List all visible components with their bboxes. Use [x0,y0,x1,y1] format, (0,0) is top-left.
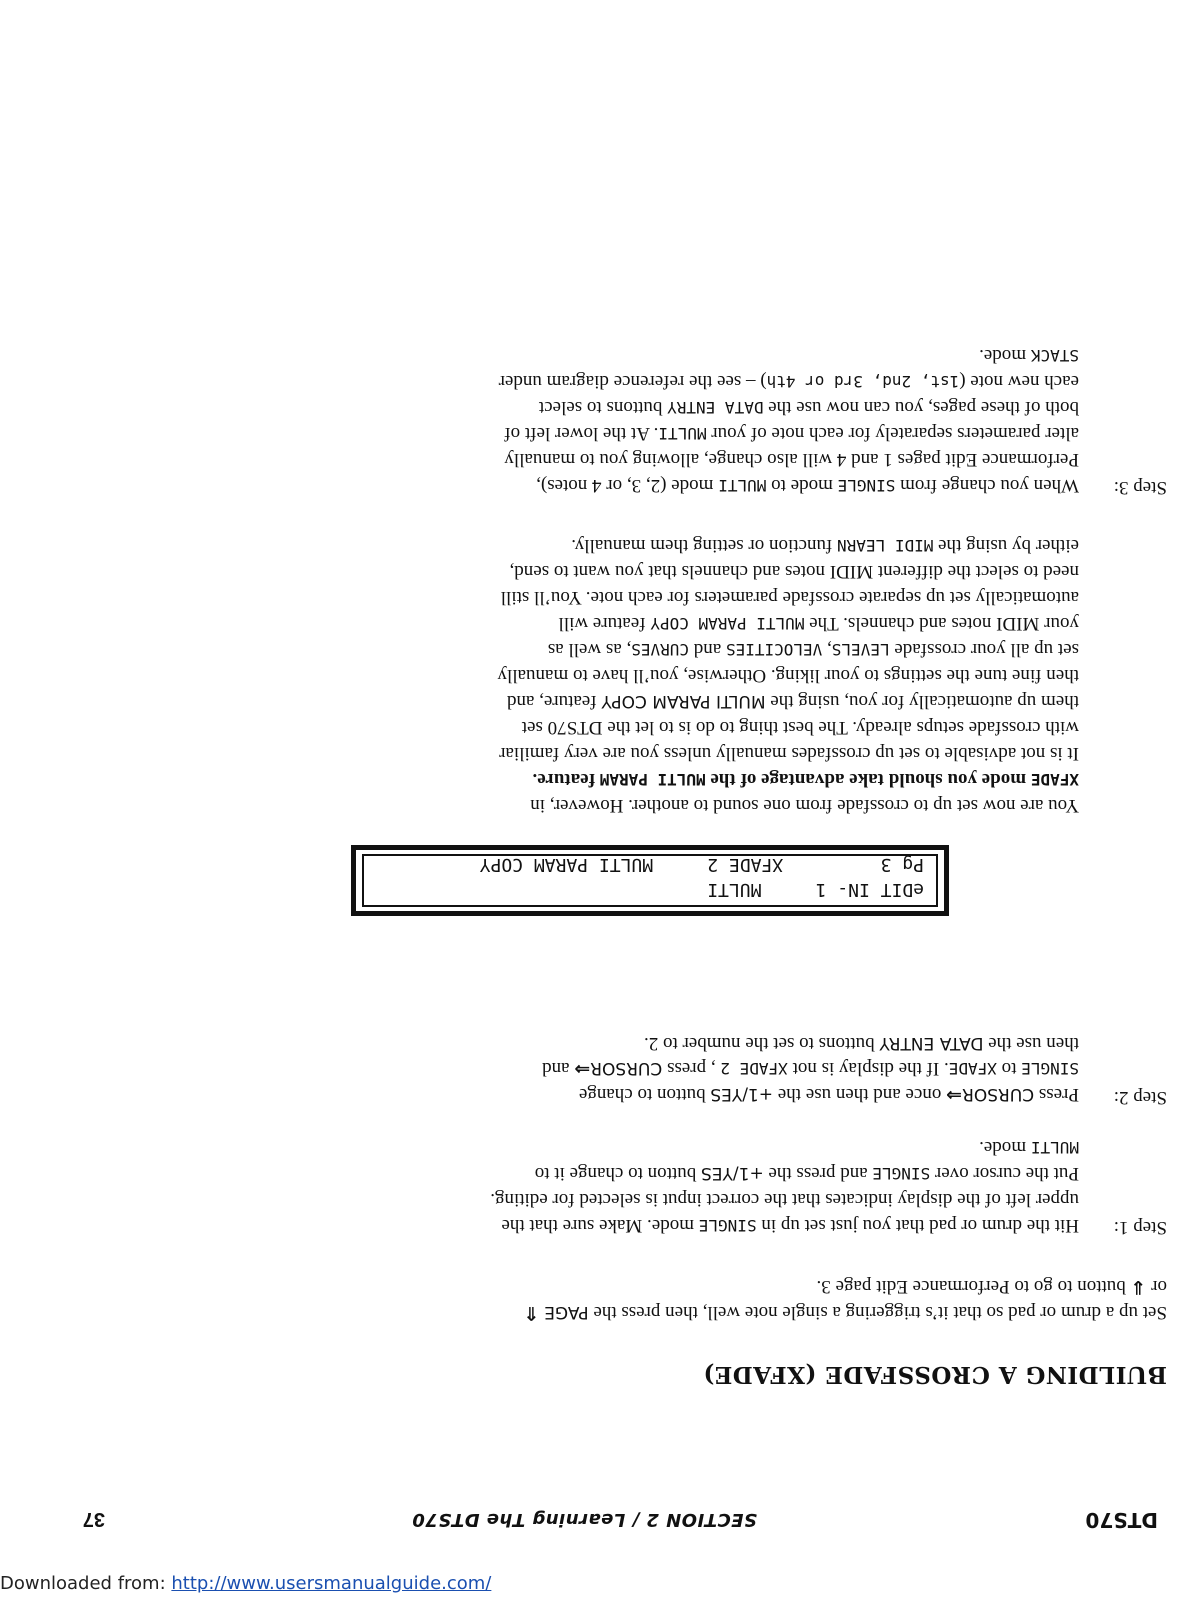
text: Press [1034,1084,1079,1105]
text: once and then use the [773,1084,947,1105]
text: button to change [578,1084,711,1105]
text: them up automatically for you, using the [765,691,1079,712]
para-line [498,662,1080,688]
text: . If the display is not [787,1058,949,1079]
mode-name: XFADE [1030,770,1079,789]
para-line [498,792,1080,818]
text: mode. [979,345,1031,366]
text: button to change it to [534,1163,701,1184]
para-line [498,610,1080,636]
mode-name: MULTI [718,476,767,495]
para-line [498,688,1080,714]
text: alter parameters separately for each note of your [706,423,1079,444]
text: buttons to set the number to 2. [643,1033,880,1054]
step-line [542,1082,1079,1108]
page-button-label: PAGE [544,1302,589,1322]
text: each new note ( [959,371,1079,392]
para-line [498,714,1080,740]
footer-link[interactable]: http://www.usersmanualguide.com/ [171,1573,492,1594]
param-name: VELOCITIES [725,640,823,659]
mode-name: XFADE [948,1059,997,1078]
mode-name: SINGLE [837,476,896,495]
download-footer [0,1573,491,1594]
para-line [498,532,1080,558]
intro-line [524,1274,1167,1300]
text: button to go to Performance Edit page 3. [816,1276,1131,1297]
step-line [542,1030,1079,1056]
para-line [498,740,1080,766]
feature-name: MULTI PARAM COPY [601,691,766,711]
step-line [499,342,1079,368]
param-name: LEVELS [831,640,890,659]
text: to [996,1058,1022,1079]
text: and [542,1058,575,1079]
intro-paragraph [524,1274,1167,1326]
step-line [499,472,1079,498]
text: and press the [763,1163,873,1184]
text: , as well as [547,639,632,660]
lcd-display [351,845,949,916]
text: need to select the different MIDI notes and channels that you want to send, [509,561,1079,582]
mode-name: SINGLE [698,1216,757,1235]
footer-prefix: Downloaded from: [0,1573,172,1594]
right-arrow-icon: ⇒ [946,1084,963,1106]
step-3-paragraph [499,342,1079,498]
xfade-paragraph [498,532,1080,818]
text: , [822,639,832,660]
step-line [490,1160,1079,1186]
button-name: CURSOR [962,1084,1035,1104]
button-name: CURSOR [590,1058,663,1078]
feature-name: MULTI PARAM COPY [650,614,805,633]
text: mode you should take advantage of the [705,769,1031,790]
text: feature will [558,613,651,634]
lcd-inner-frame [362,854,938,907]
text: Set up a drum or pad so that it’s triggering a single note well, then press the [588,1302,1167,1323]
step-3-label: Step 3: [1113,477,1167,498]
function-name: MIDI LEARN [837,536,934,555]
text: feature, and [506,691,602,712]
mode-name: MULTI [1030,1138,1079,1157]
step-line [490,1186,1079,1212]
text: mode (2, 3, or 4 notes), [536,475,719,496]
step-2-label: Step 2: [1113,1087,1167,1108]
para-line [498,558,1080,584]
button-name: +1/YES [710,1084,774,1104]
page-title: BUILDING A CROSSFADE (XFADE) [702,1361,1167,1388]
feature-name: MULTI PARAM [599,770,706,789]
mode-name: SINGLE [1021,1059,1079,1078]
text: ) – see the reference diagram under [498,371,767,392]
intro-line [524,1300,1167,1326]
step-line [490,1212,1079,1238]
text: Put the cursor over [930,1163,1079,1184]
note-list: 1st, 2nd, 3rd or 4th [766,372,960,391]
text: or [1146,1276,1167,1297]
page-down-arrow-icon: ⇓ [1130,1276,1147,1298]
text: Performance Edit pages 1 and 4 will also change, allowing you to manually [504,449,1079,470]
step-line [499,420,1079,446]
text: either by using the [933,535,1079,556]
page-number: 37 [82,1508,105,1530]
mode-name: XFADE 2 [720,1059,788,1078]
text: . At the lower left of [504,423,659,444]
page-up-arrow-icon: ⇑ [523,1302,540,1324]
step-line [542,1056,1079,1082]
text: with crossfade setups already. The best thing to do is to let the DTS70 set [521,717,1079,738]
text: When you change from [895,475,1079,496]
right-arrow-icon: ⇒ [574,1058,591,1080]
text: and [689,639,726,660]
text: then fine tune the settings to your liking. Otherwise, you’ll have to manually [497,665,1079,686]
text: mode. [979,1137,1031,1158]
text: feature. [532,769,600,790]
button-name: +1/YES [700,1163,764,1183]
param-name: CURVES [631,640,690,659]
text: your MIDI notes and channels. The [804,613,1079,634]
mode-name: STACK [1030,346,1079,365]
text: set up all your crossfade [889,639,1079,660]
step-2-paragraph [542,1030,1079,1108]
para-line [498,584,1080,610]
step-line [499,394,1079,420]
button-name: DATA ENTRY [879,1033,984,1053]
lcd-line-2: Pg 3 XFADE 2 MULTI PARAM COPY [479,854,924,875]
text: buttons to select [538,397,668,418]
header-section: SECTION 2 / Learning The DTS70 [411,1509,757,1530]
header-model: DTS70 [1085,1508,1158,1532]
text: , press [662,1058,721,1079]
text: mode to [766,475,838,496]
text: function or setting them manually. [571,535,838,556]
text: It is not advisable to set up crossfades manually unless you are very familiar [499,743,1079,764]
step-line [499,368,1079,394]
para-line [498,766,1080,792]
step-line [499,446,1079,472]
step-1-label: Step 1: [1113,1217,1167,1238]
mode-name: SINGLE [872,1164,931,1183]
para-line [498,636,1080,662]
step-1-paragraph [490,1134,1079,1238]
text: Hit the drum or pad that you just set up in [756,1215,1079,1236]
text: automatically set up separate crossfade parameters for each note. You’ll still [500,587,1079,608]
text: then use the [983,1033,1079,1054]
lcd-line-1: eDIT IN- 1 MULTI [707,879,924,900]
text: upper left of the display indicates that the correct input is selected for editing. [490,1189,1079,1210]
text: You are now set up to crossfade from one sound to another. However, in [530,795,1079,816]
step-line [490,1134,1079,1160]
text: both of these pages, you can now use the [763,397,1079,418]
button-name: DATA ENTRY [667,398,764,417]
text: mode. Make sure that the [501,1215,699,1236]
mode-name: MULTI [658,424,707,443]
